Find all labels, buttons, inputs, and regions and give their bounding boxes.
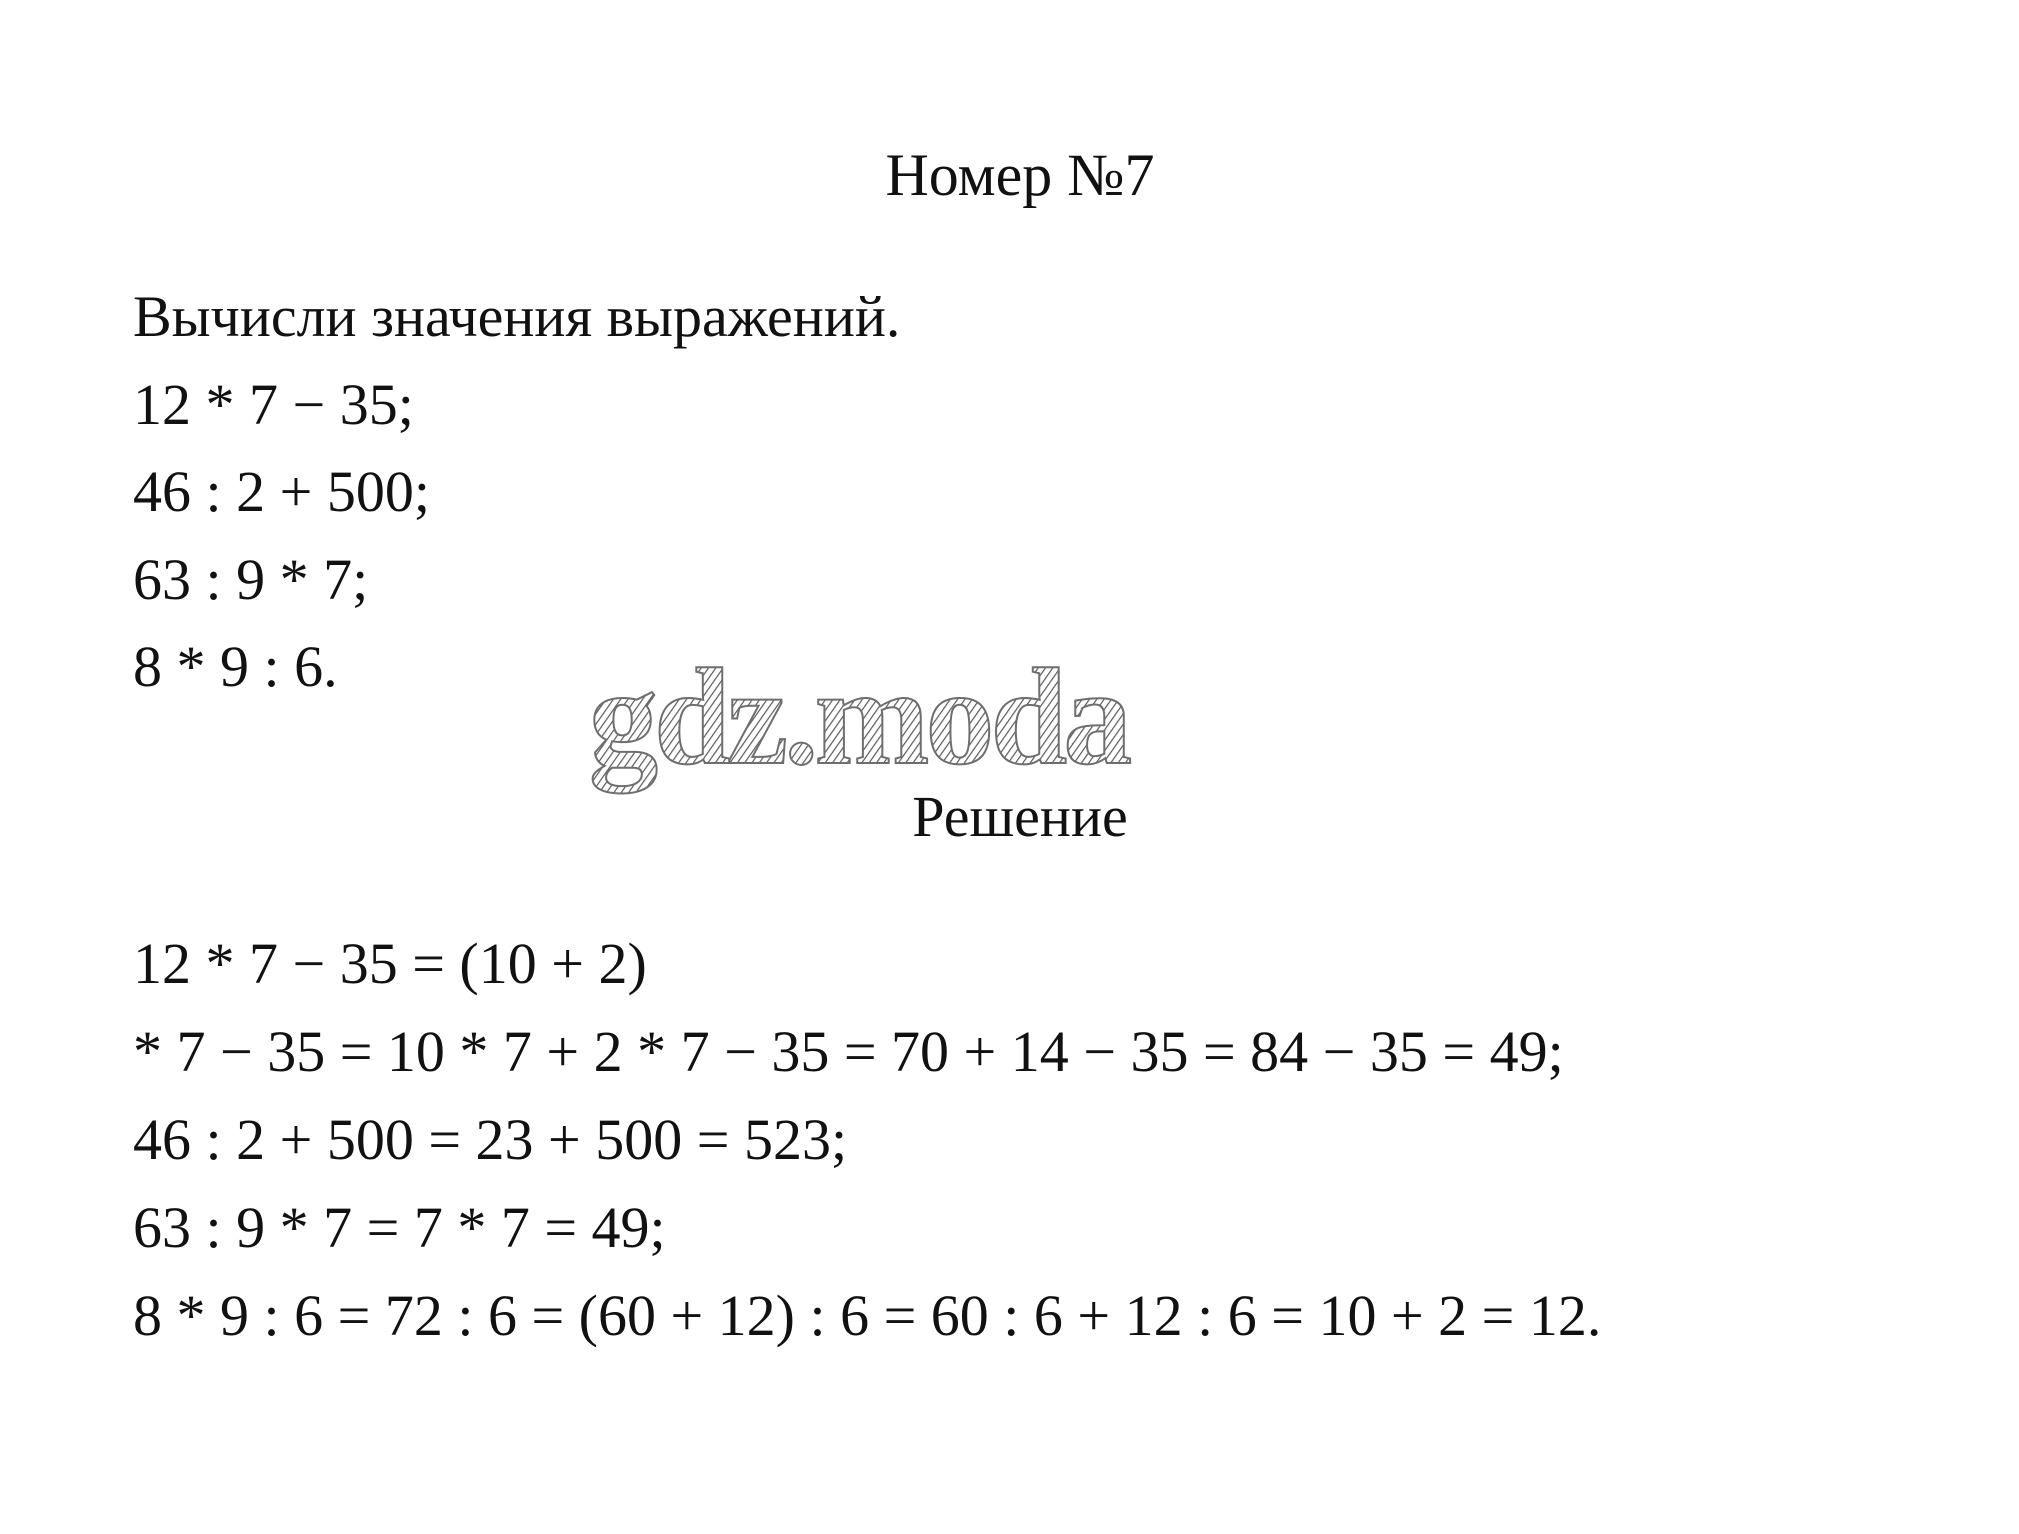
solution-block [133, 930, 1601, 1370]
task-expression: 63 : 9 * 7; [133, 546, 369, 612]
task-expression: 8 * 9 : 6. [133, 634, 338, 699]
watermark-logo-graphic [585, 655, 1175, 795]
solution-heading: Решение [912, 784, 1128, 849]
solution-line: * 7 − 35 = 10 * 7 + 2 * 7 − 35 = 70 + 14 − 35 = 84 − 35 = 49; [133, 1019, 1564, 1084]
solution-line: 63 : 9 * 7 = 7 * 7 = 49; [133, 1195, 666, 1260]
watermark-text: gdz.moda [589, 655, 1129, 793]
solution-line: 12 * 7 − 35 = (10 + 2) [133, 931, 647, 996]
watermark-logo [585, 655, 1175, 795]
solution-line: 46 : 2 + 500 = 23 + 500 = 523; [133, 1107, 848, 1172]
solution-line: 8 * 9 : 6 = 72 : 6 = (60 + 12) : 6 = 60 : 6 + 12 : 6 = 10 + 2 = 12. [133, 1283, 1602, 1348]
task-expression: 46 : 2 + 500; [133, 459, 430, 524]
task-prompt: Вычисли значения выражений. [133, 284, 901, 349]
task-expression: 12 * 7 − 35; [133, 371, 414, 437]
page-title: Номер №7 [885, 142, 1155, 208]
